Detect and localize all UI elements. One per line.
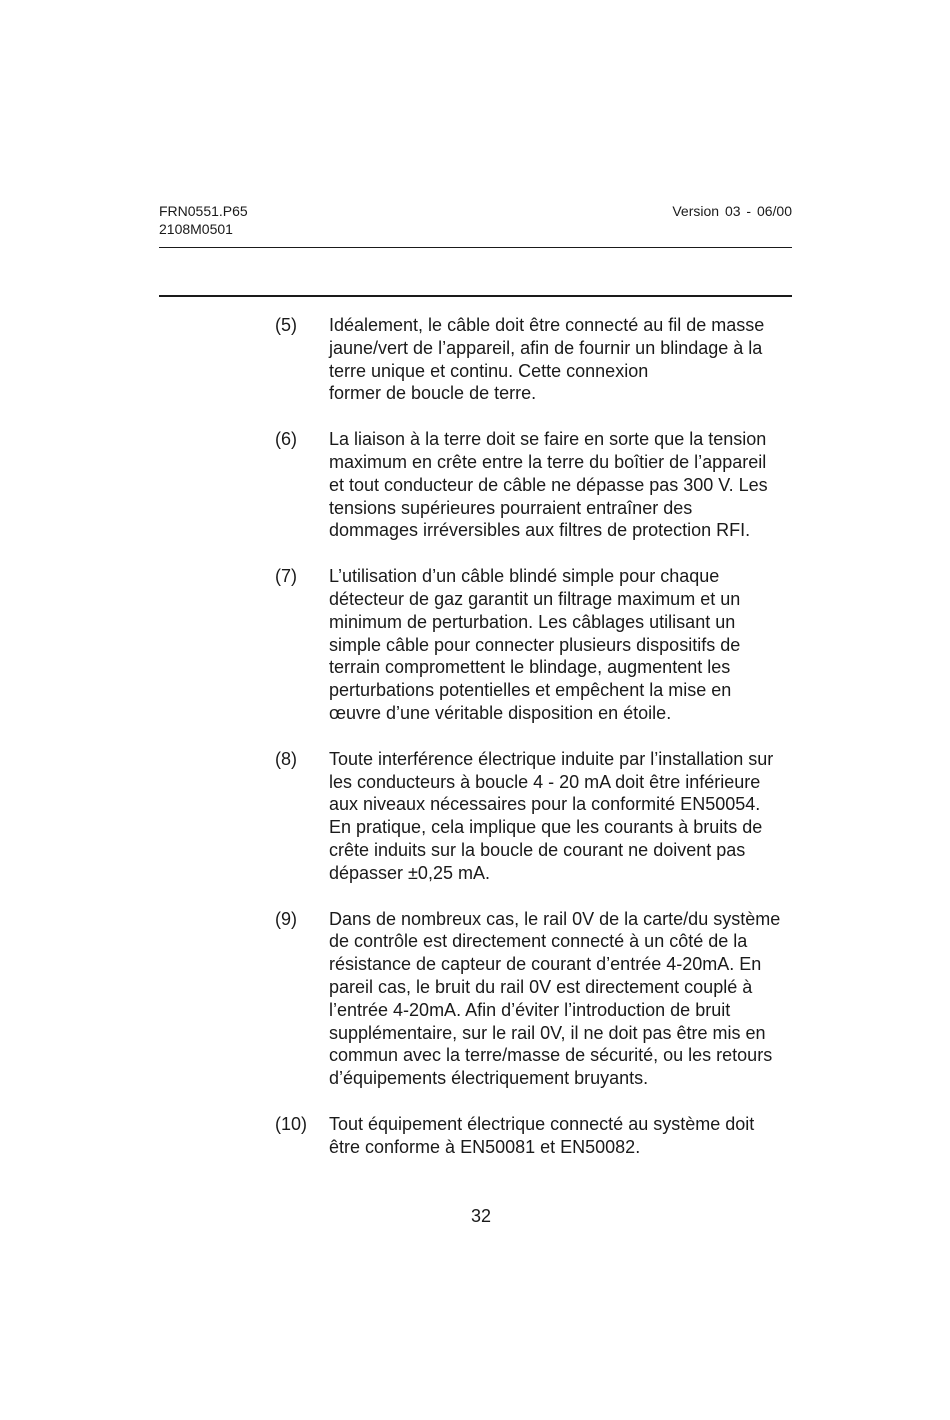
paragraph-line: jaune/vert de l’appareil, afin de fournir un blindage à la — [329, 337, 763, 358]
paragraph-line: œuvre d’une véritable disposition en étoile. — [329, 702, 672, 723]
paragraph-line: crête induits sur la boucle de courant ne doivent pas — [329, 839, 746, 860]
paragraph-line: maximum en crête entre la terre du boîtier de l’appareil — [329, 451, 767, 472]
paragraph-line: les conducteurs à boucle 4 - 20 mA doit être inférieure — [329, 771, 761, 792]
list-item — [275, 1113, 805, 1159]
item-number: (8) — [275, 748, 297, 769]
header-divider — [159, 247, 792, 248]
paragraph-line: terre unique et continu. Cette connexion — [329, 360, 649, 381]
item-number: (6) — [275, 429, 297, 450]
paragraph-line: l’entrée 4-20mA. Afin d’éviter l’introduction de bruit — [329, 999, 731, 1020]
paragraph-line: En pratique, cela implique que les courants à bruits de — [329, 817, 763, 838]
list-item — [275, 908, 805, 1090]
paragraph-line: détecteur de gaz garantit un filtrage maximum et un — [329, 588, 741, 609]
item-number: (5) — [275, 315, 297, 335]
item-number: (9) — [275, 908, 297, 929]
paragraph-line: terrain compromettent le blindage, augmentent les — [329, 657, 731, 678]
paragraph-line: simple câble pour connecter plusieurs dispositifs de — [329, 634, 741, 655]
item-paragraph — [329, 748, 805, 885]
paragraph-line: Tout équipement électrique connecté au système doit — [329, 1113, 755, 1134]
item-paragraph — [329, 314, 805, 405]
file-name: FRN0551.P65 — [159, 203, 248, 219]
paragraph-line: commun avec la terre/masse de sécurité, ou les retours — [329, 1045, 773, 1066]
list-item — [275, 428, 805, 542]
list-item — [275, 565, 805, 725]
paragraph-line: L’utilisation d’un câble blindé simple pour chaque — [329, 566, 720, 587]
item-paragraph — [329, 565, 805, 725]
document-code: 2108M0501 — [159, 221, 233, 237]
paragraph-line: d’équipements électriquement bruyants. — [329, 1068, 649, 1089]
paragraph-line: résistance de capteur de courant d’entrée 4-20mA. En — [329, 954, 762, 975]
paragraph-line: former de boucle de terre. — [329, 383, 537, 404]
item-paragraph — [329, 1113, 805, 1159]
header-left — [159, 202, 248, 238]
paragraph-line: pareil cas, le bruit du rail 0V est directement couplé à — [329, 976, 753, 997]
paragraph-line: être conforme à EN50081 et EN50082. — [329, 1136, 641, 1157]
page-number: 32 — [470, 1206, 492, 1226]
paragraph-line: perturbations potentielles et empêchent la mise en — [329, 680, 732, 701]
numbered-list — [275, 314, 805, 1182]
paragraph-line: tensions supérieures pourraient entraîner des — [329, 497, 693, 518]
paragraph-line: de contrôle est directement connecté à un côté de la — [329, 931, 748, 952]
paragraph-line: et tout conducteur de câble ne dépasse pas 300 V. Les — [329, 474, 768, 495]
section-divider — [159, 295, 792, 297]
item-paragraph — [329, 428, 805, 542]
list-item — [275, 748, 805, 885]
item-number: (10) — [275, 1113, 308, 1134]
version-label: Version 03 - 06/00 — [672, 203, 792, 219]
paragraph-line: La liaison à la terre doit se faire en sorte que la tension — [329, 429, 767, 450]
paragraph-line: Dans de nombreux cas, le rail 0V de la carte/du système — [329, 908, 781, 929]
paragraph-line: supplémentaire, sur le rail 0V, il ne doit pas être mis en — [329, 1022, 766, 1043]
paragraph-line: dommages irréversibles aux filtres de protection RFI. — [329, 520, 751, 541]
paragraph-line: minimum de perturbation. Les câblages utilisant un — [329, 611, 736, 632]
list-item — [275, 314, 805, 405]
paragraph-line: dépasser ±0,25 mA. — [329, 862, 490, 883]
paragraph-line: Toute interférence électrique induite par l’installation sur — [329, 748, 774, 769]
paragraph-line: Idéalement, le câble doit être connecté au fil de masse — [329, 315, 765, 335]
item-number: (7) — [275, 566, 297, 587]
item-paragraph — [329, 908, 805, 1090]
paragraph-line: aux niveaux nécessaires pour la conformité EN50054. — [329, 794, 761, 815]
